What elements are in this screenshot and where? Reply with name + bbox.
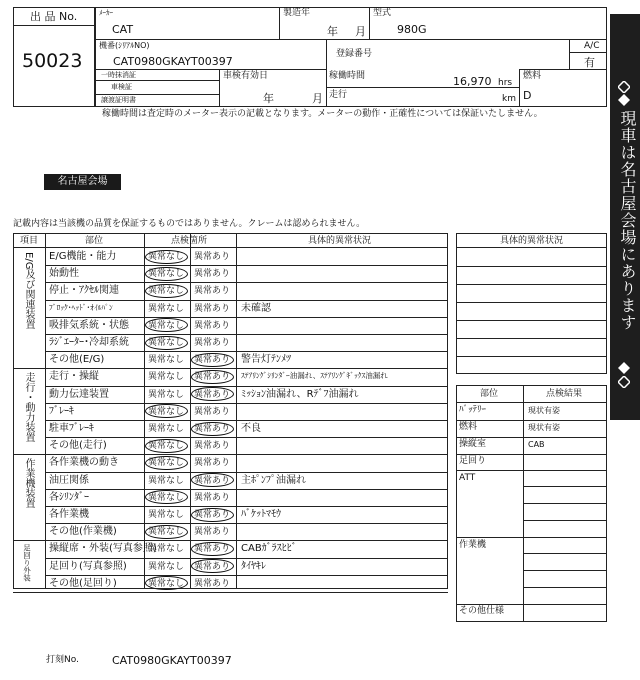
option-ok[interactable]: 異常なし bbox=[148, 458, 185, 469]
model-label: 型式 bbox=[373, 8, 392, 18]
option-ng[interactable]: 異常あり bbox=[194, 372, 231, 383]
part-label: ﾌﾞﾚｰｷ bbox=[49, 405, 74, 417]
option-ng[interactable]: 異常あり bbox=[194, 458, 231, 469]
inspection-label: 車検有効日 bbox=[223, 71, 269, 81]
right-detail-header: 具体的異常状況 bbox=[500, 236, 564, 246]
option-ok[interactable]: 異常なし bbox=[148, 338, 185, 348]
option-ng[interactable]: 異常あり bbox=[194, 303, 231, 314]
group-label: E/G及び関連装置 bbox=[23, 252, 34, 330]
selection-circle bbox=[145, 525, 188, 539]
option-ok[interactable]: 異常なし bbox=[148, 252, 185, 262]
selection-circle bbox=[191, 370, 234, 384]
cert3: 譲渡証明書 bbox=[101, 96, 136, 104]
part-label: 足回り(写真参照) bbox=[49, 560, 127, 572]
inspection-year-unit: 年 bbox=[263, 92, 274, 105]
option-ok[interactable]: 異常なし bbox=[148, 492, 185, 503]
part-label: 各作業機の動き bbox=[49, 457, 119, 469]
option-ok[interactable]: 異常なし bbox=[148, 320, 185, 331]
option-ng[interactable]: 異常あり bbox=[194, 406, 231, 417]
km-label: 走行 bbox=[329, 90, 348, 100]
detail-text: ｽﾃｱﾘﾝｸﾞｼﾘﾝﾀﾞｰ油漏れ、ｽﾃｱﾘﾝｸﾞｷﾞｯｸｽ油漏れ bbox=[241, 371, 388, 381]
check-part-label: その他仕様 bbox=[459, 606, 505, 616]
fuel-label: 燃料 bbox=[523, 71, 542, 81]
check-part-label: 燃料 bbox=[459, 422, 478, 432]
row-separator bbox=[45, 351, 448, 352]
selection-circle bbox=[145, 267, 188, 281]
option-ok[interactable]: 異常なし bbox=[148, 527, 185, 538]
selection-circle bbox=[191, 422, 234, 436]
row-separator bbox=[13, 592, 448, 593]
diamond-icon bbox=[618, 94, 630, 106]
row-separator bbox=[13, 454, 448, 455]
selection-circle bbox=[191, 508, 234, 522]
part-label: E/G機能・能力 bbox=[49, 251, 117, 262]
row-separator bbox=[45, 506, 448, 507]
hours-label: 稼働時間 bbox=[329, 71, 366, 81]
header-detail: 具体的異常状況 bbox=[308, 236, 372, 246]
selection-circle bbox=[145, 284, 188, 298]
check-result-value: CAB bbox=[528, 440, 545, 449]
selection-circle bbox=[145, 336, 188, 350]
option-ok[interactable]: 異常なし bbox=[148, 544, 185, 555]
detail-text: ﾐｯｼｮﾝ油漏れ、Rﾃﾞﾌ油漏れ bbox=[241, 388, 359, 400]
option-ng[interactable]: 異常あり bbox=[194, 578, 231, 589]
group-label: 走行・動力装置 bbox=[23, 372, 34, 443]
year-unit: 年 bbox=[327, 25, 338, 38]
check-result-value: 現状有姿 bbox=[528, 423, 560, 432]
check-header-part: 部位 bbox=[480, 389, 499, 399]
row-separator bbox=[13, 368, 448, 369]
row-separator bbox=[45, 523, 448, 524]
location-banner bbox=[610, 14, 640, 420]
diamond-icon bbox=[618, 362, 630, 374]
option-ng[interactable]: 異常あり bbox=[194, 510, 231, 520]
option-ok[interactable]: 異常なし bbox=[148, 424, 185, 434]
detail-text: 不良 bbox=[241, 423, 261, 434]
option-ng[interactable]: 異常あり bbox=[194, 320, 231, 331]
option-ok[interactable]: 異常なし bbox=[148, 355, 185, 366]
option-ng[interactable]: 異常あり bbox=[194, 355, 231, 366]
row-separator bbox=[13, 540, 448, 541]
selection-circle bbox=[145, 439, 188, 453]
group-label: 足回り外装 bbox=[22, 544, 32, 582]
option-ok[interactable]: 異常なし bbox=[148, 406, 185, 417]
hours-unit: hrs bbox=[498, 78, 513, 88]
option-ng[interactable]: 異常あり bbox=[194, 424, 231, 434]
option-ok[interactable]: 異常なし bbox=[148, 269, 185, 280]
row-separator bbox=[45, 558, 448, 559]
option-ng[interactable]: 異常あり bbox=[194, 527, 231, 538]
option-ok[interactable]: 異常なし bbox=[148, 389, 185, 400]
row-separator bbox=[45, 334, 448, 335]
option-ok[interactable]: 異常なし bbox=[148, 286, 185, 297]
part-label: 油圧関係 bbox=[49, 474, 89, 486]
lot-no: 50023 bbox=[22, 50, 83, 72]
detail-text: 未確認 bbox=[241, 302, 271, 314]
option-ng[interactable]: 異常あり bbox=[194, 338, 231, 348]
part-label: ﾌﾞﾛｯｸ･ﾍｯﾄﾞ･ｵｲﾙﾊﾟﾝ bbox=[49, 302, 113, 312]
check-part-label: 作業機 bbox=[459, 540, 487, 550]
km-unit: km bbox=[502, 94, 516, 104]
option-ok[interactable]: 異常なし bbox=[148, 510, 185, 520]
option-ng[interactable]: 異常あり bbox=[194, 252, 231, 262]
part-label: 吸排気系統・状態 bbox=[49, 319, 129, 331]
option-ok[interactable]: 異常なし bbox=[148, 303, 185, 314]
detail-text: ﾀｲﾔｷﾚ bbox=[241, 560, 266, 572]
header-part: 部位 bbox=[85, 236, 104, 246]
serial-label: 機番(ｼﾘｱﾙNO) bbox=[99, 41, 150, 50]
header-check: 点検箇所 bbox=[171, 236, 208, 246]
detail-text: 主ﾎﾟﾝﾌﾟ油漏れ bbox=[241, 474, 306, 486]
row-separator bbox=[45, 420, 448, 421]
selection-circle bbox=[191, 353, 234, 367]
part-label: 走行・操縦 bbox=[49, 371, 99, 383]
selection-circle bbox=[191, 542, 234, 556]
serial: CAT0980GKAYT00397 bbox=[113, 55, 233, 68]
venue-label: 名古屋会場 bbox=[44, 174, 121, 190]
row-separator bbox=[45, 403, 448, 404]
reg-label: 登録番号 bbox=[336, 49, 373, 59]
detail-text: 警告灯ﾃﾝﾒﾂ bbox=[241, 354, 291, 366]
diamond-icon bbox=[618, 81, 630, 93]
stamp-value: CAT0980GKAYT00397 bbox=[112, 654, 232, 667]
option-ng[interactable]: 異常あり bbox=[194, 269, 231, 280]
part-label: 始動性 bbox=[49, 268, 79, 280]
diamond-icon bbox=[618, 376, 630, 388]
cert1: 一時抹消証 bbox=[101, 71, 136, 79]
option-ng[interactable]: 異常あり bbox=[194, 389, 231, 400]
part-label: 各作業機 bbox=[49, 509, 89, 520]
part-label: 操縦席・外装(写真参照) bbox=[49, 543, 157, 555]
option-ok[interactable]: 異常なし bbox=[148, 441, 185, 452]
option-ng[interactable]: 異常あり bbox=[194, 475, 231, 486]
option-ng[interactable]: 異常あり bbox=[194, 561, 231, 572]
banner-text: 現車は名古屋会場にあります bbox=[618, 110, 637, 331]
header-item: 項目 bbox=[20, 236, 39, 246]
row-separator bbox=[45, 489, 448, 490]
row-separator bbox=[45, 317, 448, 318]
option-ng[interactable]: 異常あり bbox=[194, 441, 231, 452]
row-separator bbox=[45, 386, 448, 387]
option-ng[interactable]: 異常あり bbox=[194, 544, 231, 555]
month-unit: 月 bbox=[355, 25, 366, 38]
part-label: 各ｼﾘﾝﾀﾞｰ bbox=[49, 491, 89, 503]
row-separator bbox=[45, 437, 448, 438]
hours-note: 稼働時間は査定時のメーター表示の記載となります。メーターの動作・正確性については保証いたしません。 bbox=[102, 109, 543, 119]
part-label: 駐車ﾌﾞﾚｰｷ bbox=[49, 423, 94, 434]
check-part-label: 操縦室 bbox=[459, 439, 487, 449]
option-ng[interactable]: 異常あり bbox=[194, 492, 231, 503]
check-part-label: ATT bbox=[459, 473, 476, 483]
row-separator bbox=[45, 265, 448, 266]
part-label: その他(E/G) bbox=[49, 354, 105, 366]
part-label: 動力伝達装置 bbox=[49, 388, 109, 400]
check-header-result: 点検結果 bbox=[546, 389, 583, 399]
check-part-label: 足回り bbox=[459, 456, 487, 466]
ac-value: 有 bbox=[584, 56, 595, 69]
part-label: その他(走行) bbox=[49, 440, 107, 452]
part-label: 停止・ｱｸｾﾙ関連 bbox=[49, 285, 119, 297]
option-ok[interactable]: 異常なし bbox=[148, 561, 185, 572]
ac-label: A/C bbox=[584, 41, 600, 51]
lot-no-label: 出 品 No. bbox=[30, 10, 78, 23]
selection-circle bbox=[145, 250, 188, 264]
model: 980G bbox=[397, 23, 427, 36]
row-separator bbox=[45, 472, 448, 473]
check-result-value: 現状有姿 bbox=[528, 406, 560, 415]
hours: 16,970 bbox=[453, 75, 492, 88]
option-ok[interactable]: 異常なし bbox=[148, 372, 185, 383]
cert2: 車検証 bbox=[111, 83, 132, 91]
inspection-month-unit: 月 bbox=[312, 92, 323, 105]
group-label: 作業機装置 bbox=[23, 458, 34, 509]
year-label: 製造年 bbox=[283, 8, 311, 18]
option-ok[interactable]: 異常なし bbox=[148, 475, 185, 486]
detail-text: ﾊﾞｹｯﾄﾏﾓｳ bbox=[241, 509, 281, 520]
detail-text: CABｶﾞﾗｽﾋﾋﾞ bbox=[241, 543, 297, 555]
maker: CAT bbox=[112, 23, 134, 36]
stamp-label: 打刻No. bbox=[46, 655, 79, 665]
row-separator bbox=[45, 282, 448, 283]
check-part-label: ﾊﾞｯﾃﾘｰ bbox=[459, 405, 487, 415]
option-ng[interactable]: 異常あり bbox=[194, 286, 231, 297]
option-ok[interactable]: 異常なし bbox=[148, 578, 185, 589]
row-separator bbox=[45, 300, 448, 301]
part-label: その他(足回り) bbox=[49, 577, 117, 589]
maker-label: ﾒｰｶｰ bbox=[99, 9, 113, 17]
quality-note: 記載内容は当該機の品質を保証するものではありません。クレームは認められません。 bbox=[13, 219, 366, 229]
selection-circle bbox=[145, 456, 188, 470]
row-separator bbox=[45, 575, 448, 576]
part-label: その他(作業機) bbox=[49, 526, 117, 538]
part-label: ﾗｼﾞｴｰﾀｰ･冷却系統 bbox=[49, 337, 129, 348]
fuel: D bbox=[523, 89, 532, 102]
